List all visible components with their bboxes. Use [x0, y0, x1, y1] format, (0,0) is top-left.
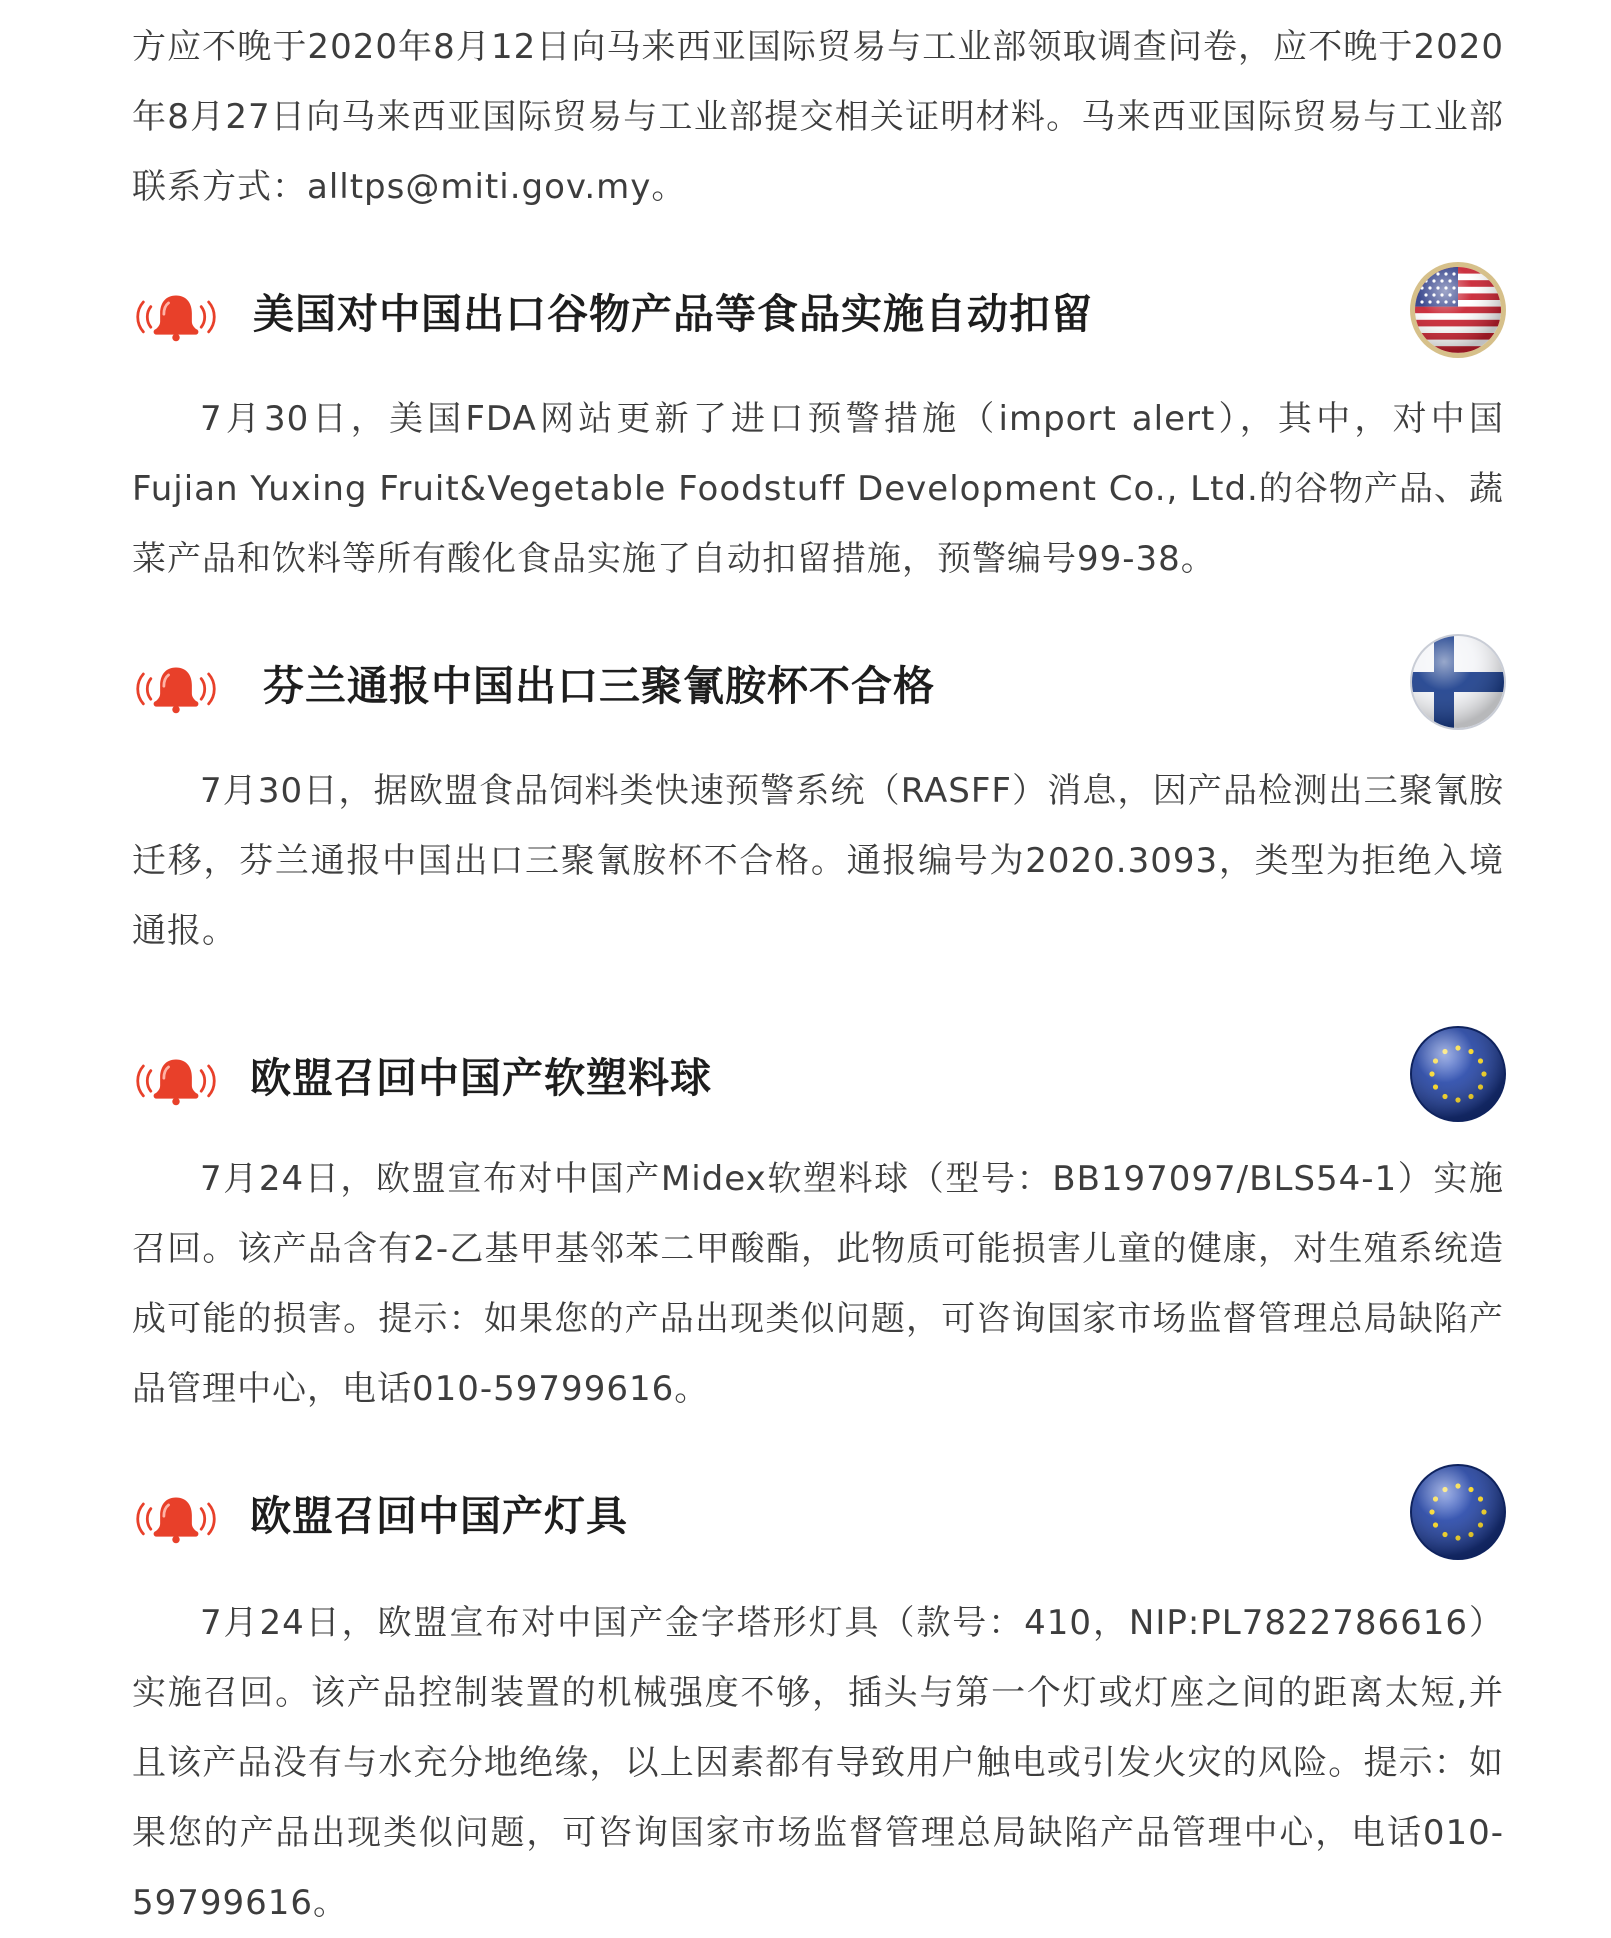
intro-paragraph: 方应不晚于2020年8月12日向马来西亚国际贸易与工业部领取调查问卷，应不晚于2020年8月27日向马来西亚国际贸易与工业部提交相关证明材料。马来西亚国际贸易与工业部联系方式：alltps@miti.gov.my。: [132, 27, 1504, 207]
section-body: 7月24日，欧盟宣布对中国产Midex软塑料球（型号：BB197097/BLS54-1）实施召回。该产品含有2-乙基甲基邻苯二甲酸酯，此物质可能损害儿童的健康，对生殖系统造成可能的损害。提示：如果您的产品出现类似问题，可咨询国家市场监督管理总局缺陷产品管理中心，电话010-59799616。: [132, 1159, 1504, 1409]
section-title: 欧盟召回中国产软塑料球: [250, 1054, 712, 1102]
section-title: 欧盟召回中国产灯具: [250, 1492, 628, 1540]
alarm-bell-icon: [128, 288, 224, 344]
section-heading-usa: [128, 260, 1508, 370]
usa-flag-icon: [1408, 260, 1508, 360]
section-body: 7月30日，美国FDA网站更新了进口预警措施（import alert），其中，对中国Fujian Yuxing Fruit&Vegetable Foodstuff Development Co., Ltd.的谷物产品、蔬菜产品和饮料等所有酸化食品实施了自动扣留措施，预警编号99-38。: [132, 399, 1504, 579]
section-heading-eu-ball: [128, 1024, 1508, 1134]
alarm-bell-icon: [128, 1052, 224, 1108]
eu-flag-icon: [1408, 1024, 1508, 1124]
section-body: 7月24日，欧盟宣布对中国产金字塔形灯具（款号：410，NIP:PL7822786616）实施召回。该产品控制装置的机械强度不够，插头与第一个灯或灯座之间的距离太短,并且该产品没有与水充分地绝缘，以上因素都有导致用户触电或引发火灾的风险。提示：如果您的产品出现类似问题，可咨询国家市场监督管理总局缺陷产品管理中心，电话010-59799616。: [132, 1603, 1504, 1923]
eu-flag-icon: [1408, 1462, 1508, 1562]
finland-flag-icon: [1408, 632, 1508, 732]
section-heading-eu-lamp: [128, 1462, 1508, 1572]
section-title: 芬兰通报中国出口三聚氰胺杯不合格: [263, 662, 935, 710]
alarm-bell-icon: [128, 1490, 224, 1546]
section-heading-finland: [128, 632, 1508, 742]
alarm-bell-icon: [128, 660, 224, 716]
section-body: 7月30日，据欧盟食品饲料类快速预警系统（RASFF）消息，因产品检测出三聚氰胺迁移，芬兰通报中国出口三聚氰胺杯不合格。通报编号为2020.3093，类型为拒绝入境通报。: [132, 771, 1504, 951]
section-title: 美国对中国出口谷物产品等食品实施自动扣留: [253, 290, 1093, 338]
